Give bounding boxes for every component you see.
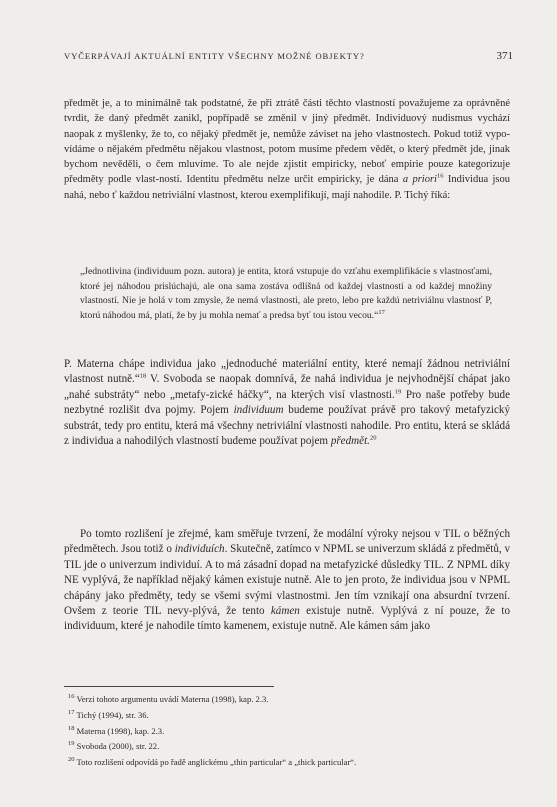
footnote-number: 16 [68,693,75,701]
footnotes [68,692,508,771]
footnote-number: 18 [68,724,75,732]
footnote-number: 19 [68,740,75,748]
paragraph-3-text: Po tomto rozlišení je zřejmé, kam směřuje tvrzení, že modální výroky nejsou v TIL o běžných předmětech. Jsou totiž o [64,528,510,556]
footnote-text: Toto rozlišení odpovídá po řadě anglickému „thin particular“ a „thick particular“. [74,757,357,768]
paragraph-3-italic-1: individuích [174,543,225,556]
paragraph-2-italic-2: předmět. [330,435,370,448]
paragraph-2-text-3: Pro naše potřeby bude nezbytné rozlišit dva pojmy. Pojem [64,388,511,417]
paragraph-3-text-2: . Skutečně, zatímco v NPML se univerzum skládá z předmětů, v TIL jde o univerzum individuí. A to má zásadní dopad na metafyzické důsledky TIL. Z NPML díky NE vyplývá, že například nějaký kámen existuje nutně. Ale to jen proto, že individua jsou v NPML chápány jako předměty, tedy se všemi svými vlastnostmi. Jen tím vznikají ona absurdní tvrzení. Ovšem z teorie TIL nevy-plývá, že tento [64,543,510,618]
paragraph-2-text: P. Materna chápe individua jako „jednoduché materiální entity, které nemají žádnou netriviální vlastnost nutně.“ [64,358,510,386]
footnote-ref-20: 20 [369,434,377,442]
footnote-divider [64,686,274,687]
footnote-ref-18: 18 [139,372,147,380]
footnote-text: Svoboda (2000), str. 22. [74,741,160,752]
paragraph-1-text: předmět je, a to minimálně tak podstatné, že při ztrátě části těchto vlastností považujeme za oprávněné tvrdit, že daný předmět zanikl, popřípadě se změnil v jiný předmět. Individuový nudismus vychází naopak z myšlenky, že to, co nějaký předmět je, nemůže záviset na jeho vlastnostech. Pokud totiž vypo-vídáme o nějakém předmětu nějakou vlastnost, potom musíme předem vědět, o který předmět jde, jinak bychom nevěděli, o čem mluvíme. To ale nejde zjistit empiricky, neboť empirie pouze kategorizuje předměty podle vlast-ností. Identitu předmětu nelze určit empiricky, je dána [64,98,510,186]
block-quote [80,265,492,323]
paragraph-3 [64,527,510,635]
footnote-ref-16: 16 [436,172,444,180]
running-title: VYČERPÁVAJÍ AKTUÁLNÍ ENTITY VŠECHNY MOŽNÉ OBJEKTY? [64,51,365,61]
footnote-number: 17 [68,708,75,716]
footnote-ref-19: 19 [394,388,402,396]
paragraph-2 [64,357,510,449]
footnote-18 [68,724,508,740]
footnote-number: 20 [68,756,75,764]
running-head [64,50,513,62]
footnote-text: Verzi tohoto argumentu uvádí Materna (1998), kap. 2.3. [74,694,269,704]
paragraph-3-italic-2: kámen [270,605,300,618]
footnote-20 [68,755,508,771]
footnote-text: Tichý (1994), str. 36. [74,709,149,720]
paragraph-1 [64,96,510,203]
paragraph-1-text-2: Individua jsou nahá, nebo ť každou netriviální vlastnost, kterou exemplifikují, mají nahodile. P. Tichý říká: [64,174,511,201]
footnote-17 [68,708,508,724]
paragraph-2-text-4: budeme používat právě pro takový metafyzický substrát, tedy pro entitu, která má všechny netriviální vlastnosti nahodile. Pro entitu, která se skládá z individua a nahodilých vlastností budeme používat pojem [64,404,510,448]
footnote-16 [68,692,508,708]
footnote-19 [68,739,508,755]
page-number: 371 [496,50,513,62]
paragraph-3-text-3: existuje nutně. Vyplývá z ní pouze, že to individuum, které je nahodile tímto kamenem, existuje nutně. Ale kámen sám jako [64,605,510,633]
footnote-text: Materna (1998), kap. 2.3. [74,725,165,736]
paragraph-2-text-2: V. Svoboda se naopak domnívá, že nahá individua je nejvhodnější chápat jako „nahé substráty“ nebo „metafy-zické háčky“, na kterých visí vlastnosti. [64,373,510,401]
paragraph-2-italic-1: individuum [233,404,284,417]
block-quote-text: „Jednotlivina (individuum pozn. autora) je entita, ktorá vstupuje do vzťahu exemplifikácie s vlastnosťami, ktoré jej náhodou prislúchajú, ale ona sama zostáva odlišná od každej vlastnosti a od každej množiny vlastností. Nie je holá v tom zmysle, že nemá vlastnosti, ale preto, lebo pre každú netriviálnu vlastnosť P, ktorú náhodou má, platí, že by ju mohla nemať a predsa byť tou istou vecou.“ [80,266,492,321]
footnote-ref-17: 17 [378,308,385,316]
paragraph-1-italic: a priori [402,174,437,186]
